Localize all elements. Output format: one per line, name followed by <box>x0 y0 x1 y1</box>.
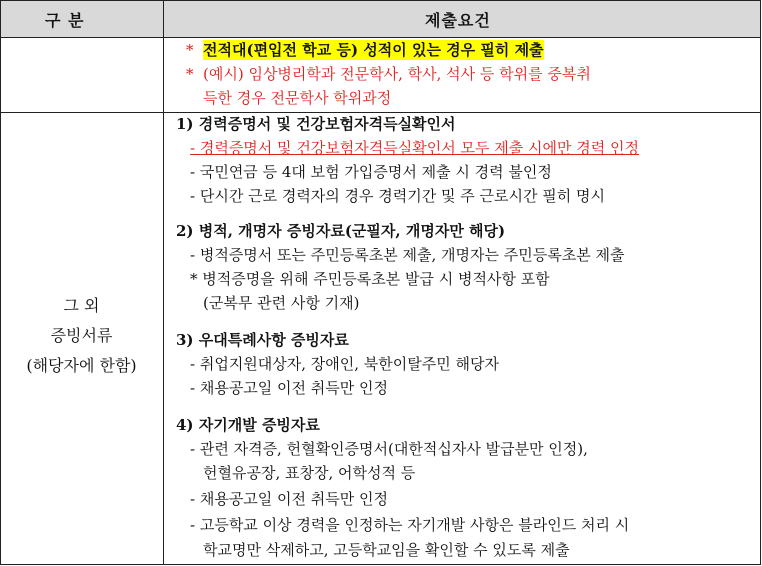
header-divider <box>0 37 761 38</box>
note1-marker: * <box>186 41 194 59</box>
section1-line3: - 단시간 근로 경력자의 경우 경력기간 및 주 근로시간 필히 명시 <box>190 187 606 205</box>
section1-line1: - 경력증명서 및 건강보험자격득실확인서 모두 제출 시에만 경력 인정 <box>190 139 639 157</box>
section1-line2: - 국민연금 등 4대 보험 가입증명서 제출 시 경력 불인정 <box>190 163 552 181</box>
section4-line2: 헌혈유공장, 표창장, 어학성적 등 <box>203 464 416 482</box>
section4-line4: - 고등학교 이상 경력을 인정하는 자기개발 사항은 블라인드 처리 시 <box>190 516 630 534</box>
note1-text: 전적대(편입전 학교 등) 성적이 있는 경우 필히 제출 <box>203 41 544 59</box>
row-label-line2: 증빙서류 <box>50 326 113 345</box>
section3-line1: - 취업지원대상자, 장애인, 북한이탈주민 해당자 <box>190 355 499 373</box>
section4-line3: - 채용공고일 이전 취득만 인정 <box>190 490 389 508</box>
section2-heading: 2) 병적, 개명자 증빙자료(군필자, 개명자만 해당) <box>176 222 506 240</box>
column-divider <box>163 0 164 565</box>
section4-line5: 학교명만 삭제하고, 고등학교임을 확인할 수 있도록 제출 <box>203 541 570 559</box>
row-divider <box>0 112 761 113</box>
note2-line2: 득한 경우 전문학사 학위과정 <box>203 89 392 107</box>
note2-line1: (예시) 임상병리학과 전문학사, 학사, 석사 등 학위를 중복취 <box>203 65 591 83</box>
section2-line2: * 병적증명을 위해 주민등록초본 발급 시 병적사항 포함 <box>190 270 550 288</box>
row-label-line3: (해당자에 한함) <box>26 356 137 375</box>
header-requirements: 제출요건 <box>425 11 491 30</box>
section4-line1: - 관련 자격증, 헌혈확인증명서(대한적십자사 발급분만 인정), <box>190 440 588 458</box>
section1-heading: 1) 경력증명서 및 건강보험자격득실확인서 <box>176 115 456 133</box>
section2-line3: (군복무 관련 사항 기재) <box>203 294 360 312</box>
section4-heading: 4) 자기개발 증빙자료 <box>176 416 320 434</box>
section2-line1: - 병적증명서 또는 주민등록초본 제출, 개명자는 주민등록초본 제출 <box>190 246 625 264</box>
row-label-line1: 그 외 <box>63 296 100 315</box>
header-row <box>1 1 760 37</box>
header-category: 구 분 <box>45 11 85 30</box>
section3-heading: 3) 우대특례사항 증빙자료 <box>176 331 349 349</box>
section3-line2: - 채용공고일 이전 취득만 인정 <box>190 379 389 397</box>
note2-marker: * <box>186 65 194 83</box>
